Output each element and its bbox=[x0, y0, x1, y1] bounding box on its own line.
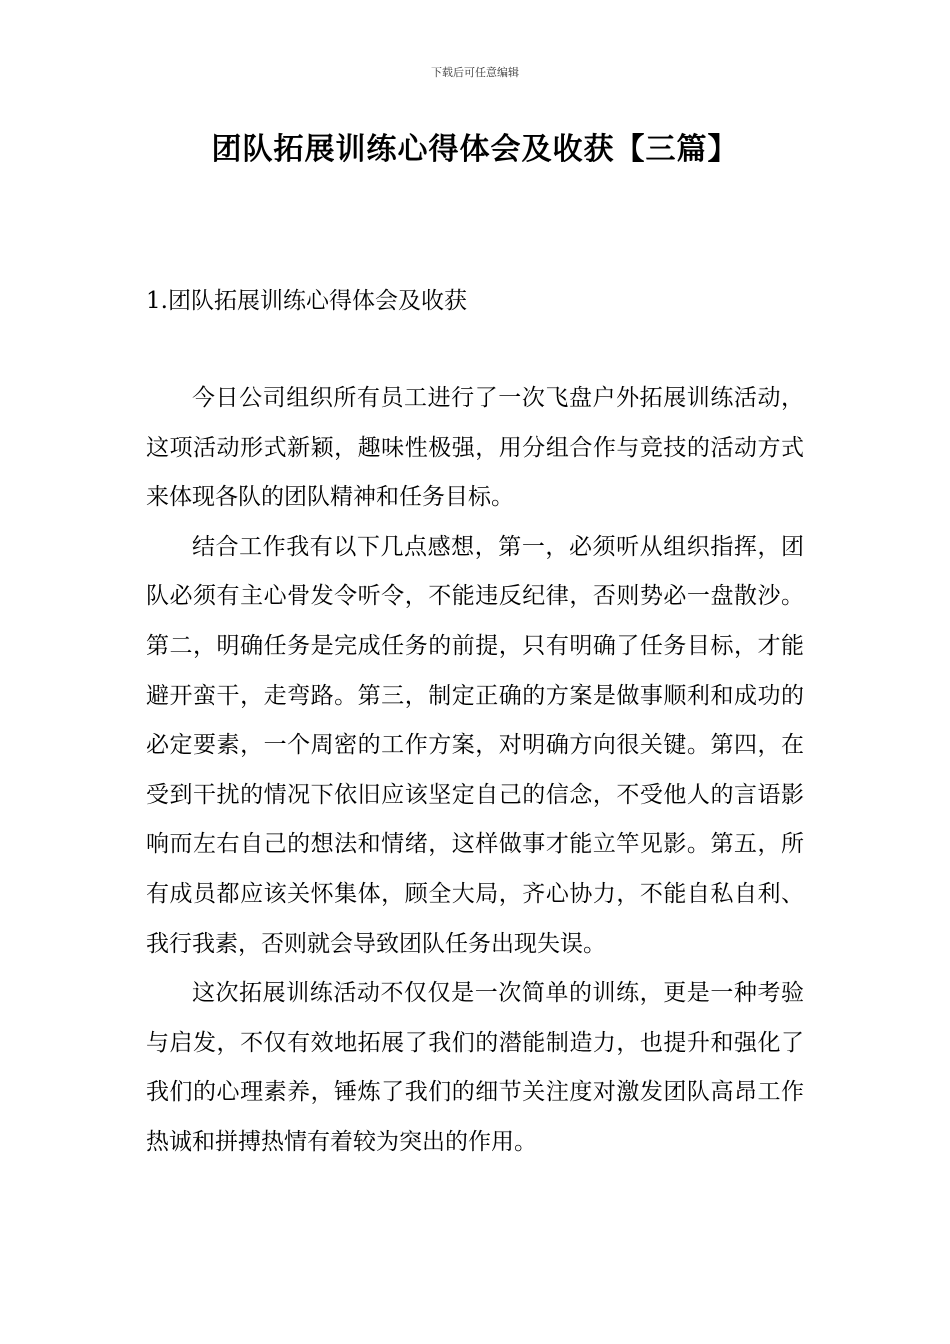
paragraph: 今日公司组织所有员工进行了一次飞盘户外拓展训练活动，这项活动形式新颖，趣味性极强，用分组合作与竞技的活动方式来体现各队的团队精神和任务目标。 bbox=[146, 385, 804, 511]
document-title: 团队拓展训练心得体会及收获【三篇】 bbox=[211, 132, 739, 167]
section-heading: 1.团队拓展训练心得体会及收获 bbox=[146, 288, 467, 314]
paragraph: 结合工作我有以下几点感想，第一，必须听从组织指挥，团队必须有主心骨发令听令，不能违反纪律，否则势必一盘散沙。第二，明确任务是完成任务的前提，只有明确了任务目标，才能避开蛮干，走弯路。第三，制定正确的方案是做事顺利和成功的必定要素，一个周密的工作方案，对明确方向很关键。第四，在受到干扰的情况下依旧应该坚定自己的信念，不受他人的言语影响而左右自己的想法和情绪，这样做事才能立竿见影。第五，所有成员都应该关怀集体，顾全大局，齐心协力，不能自私自利、我行我素，否则就会导致团队任务出现失误。 bbox=[146, 533, 804, 957]
body-text bbox=[146, 374, 804, 1168]
header-note: 下载后可任意编辑 bbox=[431, 66, 519, 79]
paragraph: 这次拓展训练活动不仅仅是一次简单的训练，更是一种考验与启发，不仅有效地拓展了我们的潜能制造力，也提升和强化了我们的心理素养，锤炼了我们的细节关注度对激发团队高昂工作热诚和拼搏热情有着较为突出的作用。 bbox=[146, 980, 804, 1155]
